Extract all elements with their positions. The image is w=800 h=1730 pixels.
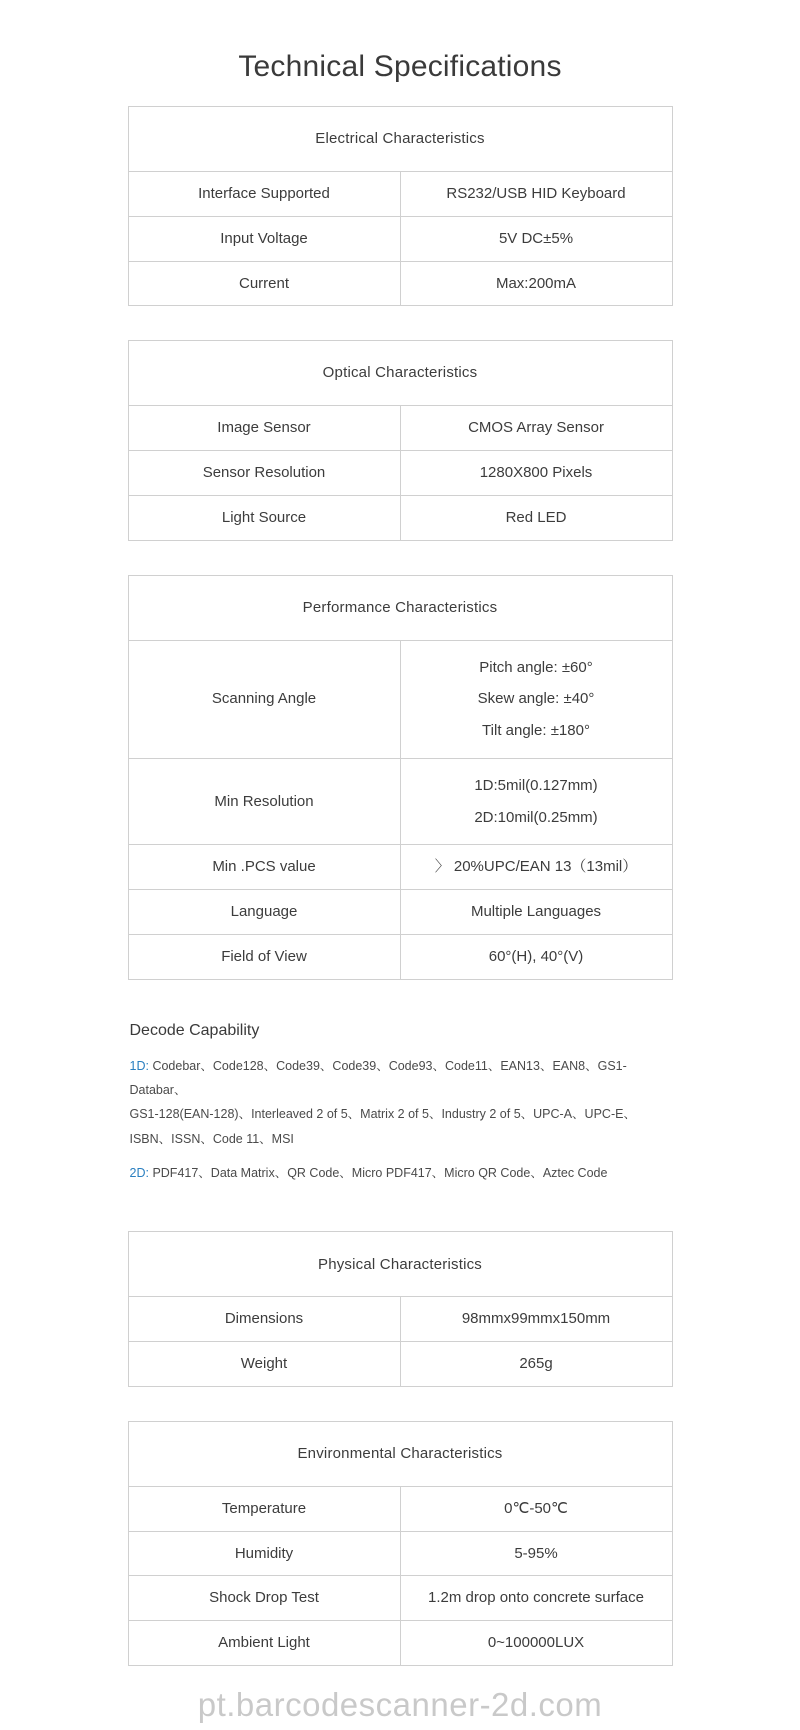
decode-text: PDF417、Data Matrix、QR Code、Micro PDF417、Micro QR Code、Aztec Code — [152, 1166, 608, 1180]
row-value — [400, 758, 672, 845]
spec-table-performance — [128, 575, 673, 980]
table-row — [128, 1342, 672, 1387]
table-header-label: Optical Characteristics — [128, 341, 672, 406]
row-value: Max:200mA — [400, 261, 672, 306]
decode-text: Codebar、Code128、Code39、Code39、Code93、Code11、EAN13、EAN8、GS1-Databar、 — [129, 1058, 627, 1097]
row-label: Language — [128, 890, 400, 935]
row-label: Sensor Resolution — [128, 451, 400, 496]
table-block-performance — [0, 575, 800, 980]
table-row — [128, 1621, 672, 1666]
decode-group-1d — [128, 1054, 673, 1152]
row-label: Scanning Angle — [128, 640, 400, 758]
decode-line — [128, 1054, 673, 1103]
table-row — [128, 216, 672, 261]
spec-table-optical — [128, 340, 673, 540]
row-value-line: Skew angle: ±40° — [477, 690, 595, 708]
row-label: Current — [128, 261, 400, 306]
table-header-row — [128, 107, 672, 172]
table-row — [128, 495, 672, 540]
table-row — [128, 172, 672, 217]
table-block-physical — [0, 1231, 800, 1387]
table-row — [128, 406, 672, 451]
table-row — [128, 1297, 672, 1342]
table-row — [128, 1531, 672, 1576]
table-header-row — [128, 1232, 672, 1297]
table-row — [128, 640, 672, 758]
decode-tag: 2D: — [129, 1166, 149, 1180]
row-value: RS232/USB HID Keyboard — [400, 172, 672, 217]
table-block-electrical — [0, 106, 800, 306]
table-block-optical — [0, 340, 800, 540]
spec-table-electrical — [128, 106, 673, 306]
table-header-row — [128, 341, 672, 406]
decode-group-2d — [128, 1161, 673, 1185]
decode-capability-title: Decode Capability — [129, 1021, 260, 1039]
table-row — [128, 890, 672, 935]
table-row — [128, 1486, 672, 1531]
decode-text: GS1-128(EAN-128)、Interleaved 2 of 5、Matrix 2 of 5、Industry 2 of 5、UPC-A、UPC-E、 — [129, 1107, 636, 1122]
decode-text: ISBN、ISSN、Code 11、MSI — [129, 1131, 294, 1146]
spec-table-physical — [128, 1231, 673, 1387]
table-row — [128, 451, 672, 496]
site-watermark: pt.barcodescanner-2d.com — [197, 1685, 603, 1723]
row-label: Temperature — [128, 1486, 400, 1531]
row-value-line: 1D:5mil(0.127mm) — [474, 776, 598, 794]
row-value: 〉 20%UPC/EAN 13（13mil） — [400, 845, 672, 890]
table-row — [128, 845, 672, 890]
decode-capability-section — [128, 1014, 673, 1186]
row-label: Field of View — [128, 934, 400, 979]
row-value: 60°(H), 40°(V) — [400, 934, 672, 979]
table-header-row — [128, 1421, 672, 1486]
row-label: Humidity — [128, 1531, 400, 1576]
table-header-label: Electrical Characteristics — [128, 107, 672, 172]
row-label: Dimensions — [128, 1297, 400, 1342]
row-value: 0℃-50℃ — [400, 1486, 672, 1531]
row-label: Min Resolution — [128, 758, 400, 845]
table-header-label: Physical Characteristics — [128, 1232, 672, 1297]
row-value: CMOS Array Sensor — [400, 406, 672, 451]
row-value: 98mmx99mmx150mm — [400, 1297, 672, 1342]
table-header-row — [128, 575, 672, 640]
table-block-environmental — [0, 1421, 800, 1666]
row-value: 0~100000LUX — [400, 1621, 672, 1666]
table-header-label: Performance Characteristics — [128, 575, 672, 640]
table-row — [128, 1576, 672, 1621]
row-value-line: Pitch angle: ±60° — [479, 658, 593, 676]
row-label: Ambient Light — [128, 1621, 400, 1666]
table-row — [128, 934, 672, 979]
row-label: Input Voltage — [128, 216, 400, 261]
row-label: Light Source — [128, 495, 400, 540]
row-value: 5-95% — [400, 1531, 672, 1576]
table-row — [128, 261, 672, 306]
row-value — [400, 640, 672, 758]
decode-line — [128, 1161, 673, 1185]
row-value: Red LED — [400, 495, 672, 540]
row-label: Min .PCS value — [128, 845, 400, 890]
row-value-line: 2D:10mil(0.25mm) — [474, 808, 598, 826]
table-header-label: Environmental Characteristics — [128, 1421, 672, 1486]
decode-tag: 1D: — [129, 1058, 149, 1073]
row-value-line: Tilt angle: ±180° — [482, 722, 590, 739]
spec-table-environmental — [128, 1421, 673, 1666]
row-value: 1.2m drop onto concrete surface — [400, 1576, 672, 1621]
row-label: Shock Drop Test — [128, 1576, 400, 1621]
table-row — [128, 758, 672, 845]
row-label: Weight — [128, 1342, 400, 1387]
row-label: Interface Supported — [128, 172, 400, 217]
row-label: Image Sensor — [128, 406, 400, 451]
decode-line — [128, 1102, 673, 1126]
row-value: 1280X800 Pixels — [400, 451, 672, 496]
row-value: 5V DC±5% — [400, 216, 672, 261]
row-value: Multiple Languages — [400, 890, 672, 935]
page-title: Technical Specifications — [238, 50, 562, 83]
decode-line — [128, 1127, 673, 1151]
row-value: 265g — [400, 1342, 672, 1387]
